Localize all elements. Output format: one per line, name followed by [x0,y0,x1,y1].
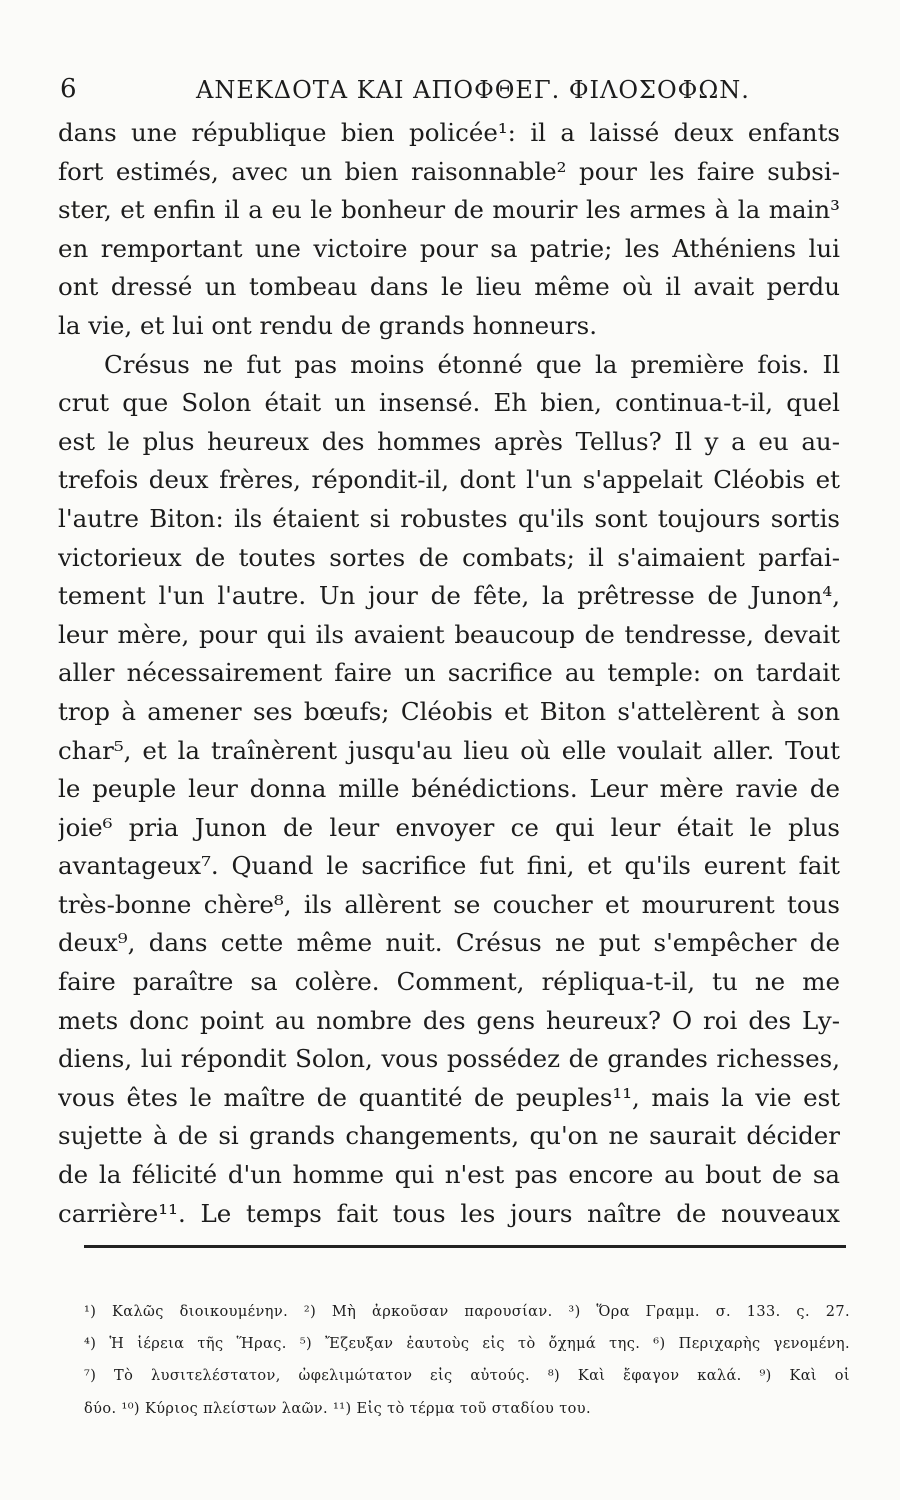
text-line: dans une république bien policée¹: il a laissé deux enfants [58,118,840,147]
text-line: de la félicité d'un homme qui n'est pas encore au bout de sa [58,1160,840,1190]
page-number: 6 [60,74,78,104]
text-line: très-bonne chère⁸, ils allèrent se coucher et moururent tous [58,889,840,919]
text-line: diens, lui répondit Solon, vous possédez de grandes richesses, [58,1044,840,1074]
footnote-line: ⁴) Ἡ ἱέρεια τῆς Ἥρας. ⁵) Ἔζευξαν ἑαυτοὺς εἰς τὸ ὄχημά της. ⁶) Περιχαρὴς γενομένη. [84,1336,850,1353]
text-line: mets donc point au nombre des gens heureux? O roi des Ly- [58,1005,840,1035]
text-line: crut que Solon était un insensé. Eh bien, continua-t-il, quel [58,388,840,418]
text-line: carrière¹¹. Le temps fait tous les jours naître de nouveaux [58,1198,840,1228]
text-line: ont dressé un tombeau dans le lieu même où il avait perdu [58,272,840,302]
text-line: trop à amener ses bœufs; Cléobis et Biton s'attelèrent à son [58,696,840,726]
text-line: fort estimés, avec un bien raisonnable² pour les faire subsi- [58,156,840,186]
text-line: leur mère, pour qui ils avaient beaucoup de tendresse, devait [58,619,840,649]
text-line: victorieux de toutes sortes de combats; il s'aimaient parfai- [58,542,840,572]
text-line: l'autre Biton: ils étaient si robustes qu'ils sont toujours sortis [58,503,840,533]
text-line: faire paraître sa colère. Comment, répliqua-t-il, tu ne me [58,967,840,997]
text-line: est le plus heureux des hommes après Tellus? Il y a eu au- [58,426,840,456]
text-line: trefois deux frères, répondit-il, dont l'un s'appelait Cléobis et [58,465,840,495]
footnote-line: ⁷) Τὸ λυσιτελέστατον, ὠφελιμώτατον εἰς αὐτούς. ⁸) Καὶ ἔφαγον καλά. ⁹) Καὶ οἱ [84,1368,850,1385]
text-line: la vie, et lui ont rendu de grands honneurs. [58,310,597,340]
text-line: deux⁹, dans cette même nuit. Crésus ne put s'empêcher de [58,928,840,958]
text-line: aller nécessairement faire un sacrifice au temple: on tardait [58,658,840,688]
text-line: ster, et enfin il a eu le bonheur de mourir les armes à la main³ [58,195,840,225]
footnotes [84,1296,850,1425]
text-line: le peuple leur donna mille bénédictions. Leur mère ravie de [58,774,840,804]
running-head: ΑΝΕΚΔΟΤΑ ΚΑΙ ΑΠΟΦΘΕΓ. ΦΙΛΟΣΟΦΩΝ. [196,76,750,104]
body-text [58,114,840,1233]
text-line: en remportant une victoire pour sa patrie; les Athéniens lui [58,233,840,263]
text-line: vous êtes le maître de quantité de peuples¹¹, mais la vie est [58,1082,840,1112]
text-line: char⁵, et la traînèrent jusqu'au lieu où elle voulait aller. Tout [58,735,840,765]
footnote-line: ¹) Καλῶς διοικουμένην. ²) Μὴ ἀρκοῦσαν παρουσίαν. ³) Ὅρα Γραμμ. σ. 133. ς. 27. [84,1304,850,1320]
text-line: avantageux⁷. Quand le sacrifice fut fini, et qu'ils eurent fait [58,851,840,881]
footnote-divider [84,1245,846,1248]
footnote-line: δύο. ¹⁰) Κύριος πλείστων λαῶν. ¹¹) Εἰς τὸ τέρμα τοῦ σταδίου του. [84,1400,591,1417]
text-line: tement l'un l'autre. Un jour de fête, la prêtresse de Junon⁴, [58,581,840,611]
text-line: Crésus ne fut pas moins étonné que la première fois. Il [104,349,840,379]
text-line: sujette à de si grands changements, qu'on ne saurait décider [58,1121,840,1151]
text-line: joie⁶ pria Junon de leur envoyer ce qui leur était le plus [58,812,840,842]
page-header [58,74,838,114]
